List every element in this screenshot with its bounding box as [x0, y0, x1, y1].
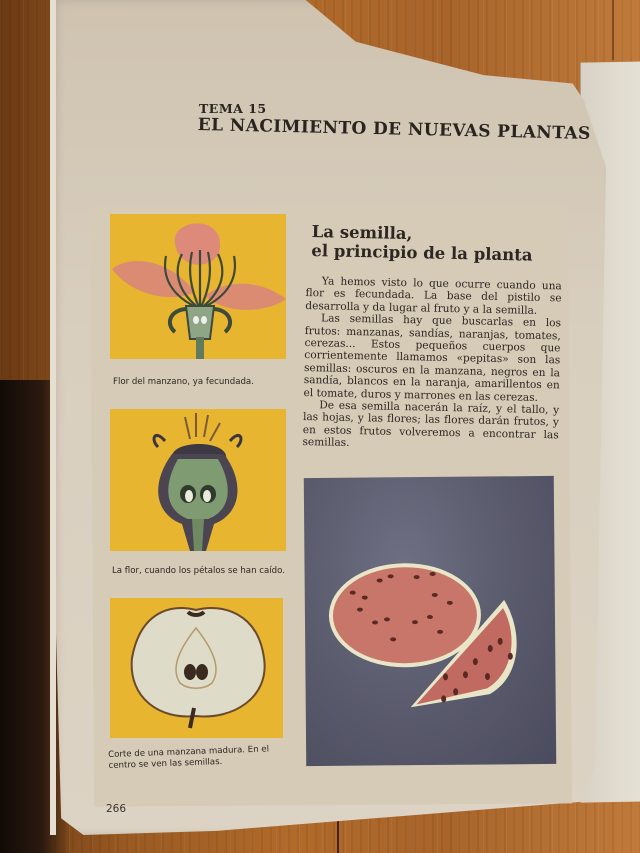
apple-cross-section-illustration [110, 598, 283, 738]
section-title [311, 222, 533, 265]
page-number: 266 [106, 803, 127, 815]
ovary-icon [110, 409, 286, 551]
body-text [302, 275, 562, 454]
apple-icon [110, 598, 283, 738]
figure-caption: Flor del manzano, ya fecundada. [113, 377, 254, 387]
watermelon-icon [304, 476, 557, 766]
figure-caption: La flor, cuando los pétalos se han caído. [112, 566, 285, 576]
flower-without-petals-illustration [110, 409, 286, 551]
plank-seam [337, 820, 339, 853]
paragraph: Ya hemos visto lo que ocurre cuando una flor es fecundada. La base del pistilo se desarrolla y da lugar al fruto y a la semilla. [305, 275, 562, 317]
paragraph: Las semillas hay que buscarlas en los frutos: manzanas, sandías, naranjas, tomates, cerezas... Estos pequeños cuerpos que corrientemente llamamos «pepitas» son las semillas: oscuros en la manzana, negros en la sandía, blancos en la naranja, amarillentos en el tomate, duros y marrones en las cerezas. [303, 312, 562, 404]
chapter-title: EL NACIMIENTO DE NUEVAS PLANTAS [197, 115, 591, 144]
watermelon-photo [304, 476, 557, 766]
plank-seam [612, 0, 614, 60]
flower-icon [110, 214, 286, 359]
section-title-line: La semilla, [311, 222, 413, 244]
section-title-line: el principio de la planta [311, 240, 533, 265]
figure-caption: Corte de una manzana madura. En el centro se ven las semillas. [108, 744, 270, 771]
paragraph: De esa semilla nacerán la raíz, y el tallo, y las hojas, y las flores; las flores darán frutos, y en estos frutos volveremos a encontrar las semillas. [302, 399, 560, 450]
chapter-label: TEMA 15 [199, 101, 267, 116]
page-edge [50, 0, 56, 835]
apple-blossom-illustration [110, 214, 286, 359]
